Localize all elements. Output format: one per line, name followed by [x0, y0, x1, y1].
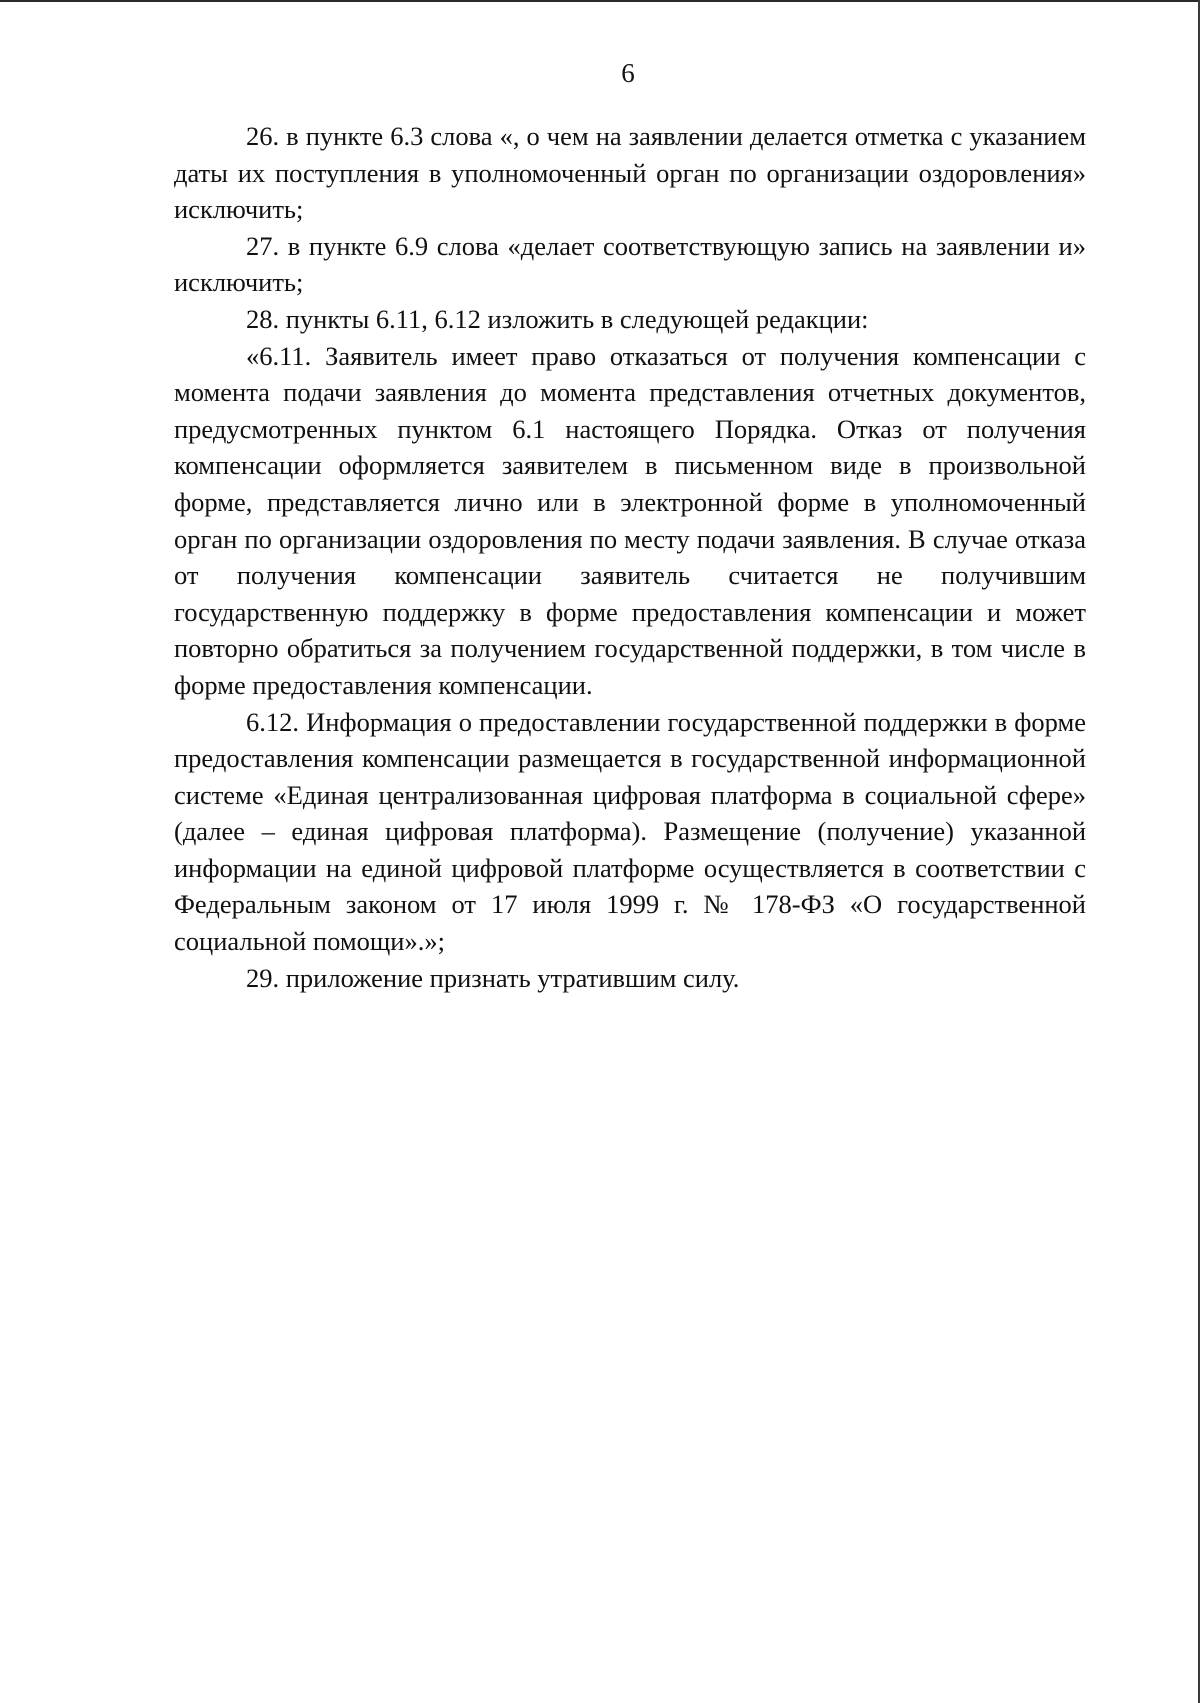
document-body [174, 118, 1086, 996]
paragraph-clause-6-12: 6.12. Информация о предоставлении государственной поддержки в форме предоставления компенсации размещается в государственной информационной системе «Единая централизованная цифровая платформа в социальной сфере» (далее – единая цифровая платформа). Размещение (получение) указанной информации на единой цифровой платформе осуществляется в соответствии с Федеральным законом от 17 июля 1999 г. № 178-ФЗ «О государственной социальной помощи».»; [174, 706, 1086, 957]
paragraph-item-28: 28. пункты 6.11, 6.12 изложить в следующей редакции: [246, 303, 869, 334]
paragraph-item-27: 27. в пункте 6.9 слова «делает соответствующую запись на заявлении и» исключить; [174, 230, 1086, 298]
paragraph-item-29: 29. приложение признать утратившим силу. [246, 962, 740, 993]
page-number: 6 [621, 58, 635, 88]
paragraph-item-26: 26. в пункте 6.3 слова «, о чем на заявлении делается отметка с указанием даты их поступления в уполномоченный орган по организации оздоровления» исключить; [174, 121, 1086, 225]
scan-edge-top [0, 0, 1200, 2]
paragraph-clause-6-11: «6.11. Заявитель имеет право отказаться от получения компенсации с момента подачи заявления до момента представления отчетных документов, предусмотренных пунктом 6.1 настоящего Порядка. Отказ от получения компенсации оформляется заявителем в письменном виде в произвольной форме, представляется лично или в электронной форме в уполномоченный орган по организации оздоровления по месту подачи заявления. В случае отказа от получения компенсации заявитель считается не получившим государственную поддержку в форме предоставления компенсации и может повторно обратиться за получением государственной поддержки, в том числе в форме предоставления компенсации. [174, 340, 1086, 700]
